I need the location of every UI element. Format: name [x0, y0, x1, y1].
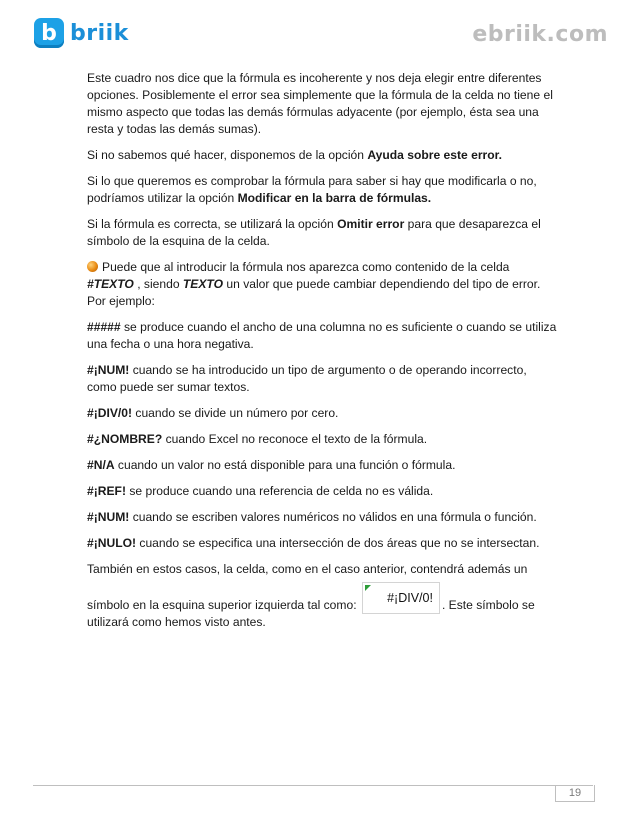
error-item: [87, 319, 557, 353]
paragraph-texto: [87, 259, 557, 310]
error-code: #¿NOMBRE?: [87, 432, 163, 446]
error-item: [87, 431, 557, 448]
page-number: 19: [555, 785, 595, 802]
paragraph-final-2: [87, 582, 557, 631]
paragraph-texto-b: , siendo: [133, 277, 183, 291]
error-desc: cuando se especifica una intersección de dos áreas que no se intersectan.: [136, 536, 540, 550]
error-desc: cuando un valor no está disponible para una función o fórmula.: [114, 458, 456, 472]
briik-logo-icon: b: [34, 18, 64, 48]
paragraph-final-line1: También en estos casos, la celda, como en el caso anterior, contendrá además un: [87, 562, 528, 576]
error-desc: se produce cuando una referencia de celda no es válida.: [125, 484, 434, 498]
omit-option-name: Omitir error: [337, 217, 405, 231]
error-cell-image: [362, 582, 440, 614]
document-body: [87, 70, 557, 640]
paragraph-intro: Este cuadro nos dice que la fórmula es incoherente y nos deja elegir entre diferentes opciones. Posiblemente el error sea simplemente que la fórmula de la celda no tiene el mismo aspecto que todas las demás fórmulas adyacente (por ejemplo, ésta sea una resta y todas las demás sumas).: [87, 71, 553, 136]
error-item: [87, 405, 557, 422]
error-code: #¡NULO!: [87, 536, 137, 550]
texto-word: TEXTO: [182, 277, 224, 291]
error-desc: cuando Excel no reconoce el texto de la fórmula.: [162, 432, 428, 446]
error-cell-value: #¡DIV/0!: [387, 591, 433, 605]
paragraph-help: [87, 147, 557, 164]
modify-option-name: Modificar en la barra de fórmulas.: [237, 191, 432, 205]
error-code: #N/A: [87, 458, 115, 472]
paragraph-final-line2-a: símbolo en la esquina superior izquierda tal como:: [87, 598, 360, 612]
paragraph-omit-text-b: para que desaparezca el símbolo de la esquina de la celda.: [87, 217, 541, 248]
error-item: [87, 509, 557, 526]
paragraph-modify: [87, 173, 557, 207]
paragraph-final: [87, 561, 557, 578]
texto-code: #TEXTO: [87, 277, 134, 291]
paragraph-final-line2-b: . Este símbolo se utilizará como hemos visto antes.: [87, 598, 535, 629]
error-desc: cuando se escriben valores numéricos no válidos en una fórmula o función.: [129, 510, 537, 524]
error-indicator-triangle-icon: [365, 585, 371, 591]
error-item: [87, 535, 557, 552]
error-code: #¡DIV/0!: [87, 406, 133, 420]
paragraph-texto-a: Puede que al introducir la fórmula nos aparezca como contenido de la celda: [102, 260, 510, 274]
error-code: #¡NUM!: [87, 363, 130, 377]
error-code: #¡REF!: [87, 484, 126, 498]
page-header: [0, 0, 638, 62]
orange-bullet-icon: [87, 261, 98, 272]
help-option-name: Ayuda sobre este error.: [367, 148, 503, 162]
footer-divider: [33, 785, 593, 786]
briik-logo: [34, 18, 129, 48]
error-code: #¡NUM!: [87, 510, 130, 524]
error-desc: cuando se ha introducido un tipo de argumento o de operando incorrecto, como puede ser sumar textos.: [87, 363, 527, 394]
error-desc: cuando se divide un número por cero.: [132, 406, 339, 420]
error-desc: se produce cuando el ancho de una columna no es suficiente o cuando se utiliza una fecha o una hora negativa.: [87, 320, 557, 351]
paragraph-texto-c: un valor que puede cambiar dependiendo del tipo de error. Por ejemplo:: [87, 277, 541, 308]
error-item: [87, 457, 557, 474]
paragraph-help-text: Si no sabemos qué hacer, disponemos de la opción: [87, 148, 368, 162]
ebriik-watermark: ebriik.com: [472, 22, 608, 47]
briik-logo-text: briik: [70, 20, 129, 46]
paragraph-modify-text: Si lo que queremos es comprobar la fórmula para saber si hay que modificarla o no, podríamos utilizar la opción: [87, 174, 537, 205]
paragraph-omit-text-a: Si la fórmula es correcta, se utilizará la opción: [87, 217, 338, 231]
error-item: [87, 483, 557, 500]
error-code: #####: [87, 320, 121, 334]
paragraph-omit: [87, 216, 557, 250]
error-item: [87, 362, 557, 396]
